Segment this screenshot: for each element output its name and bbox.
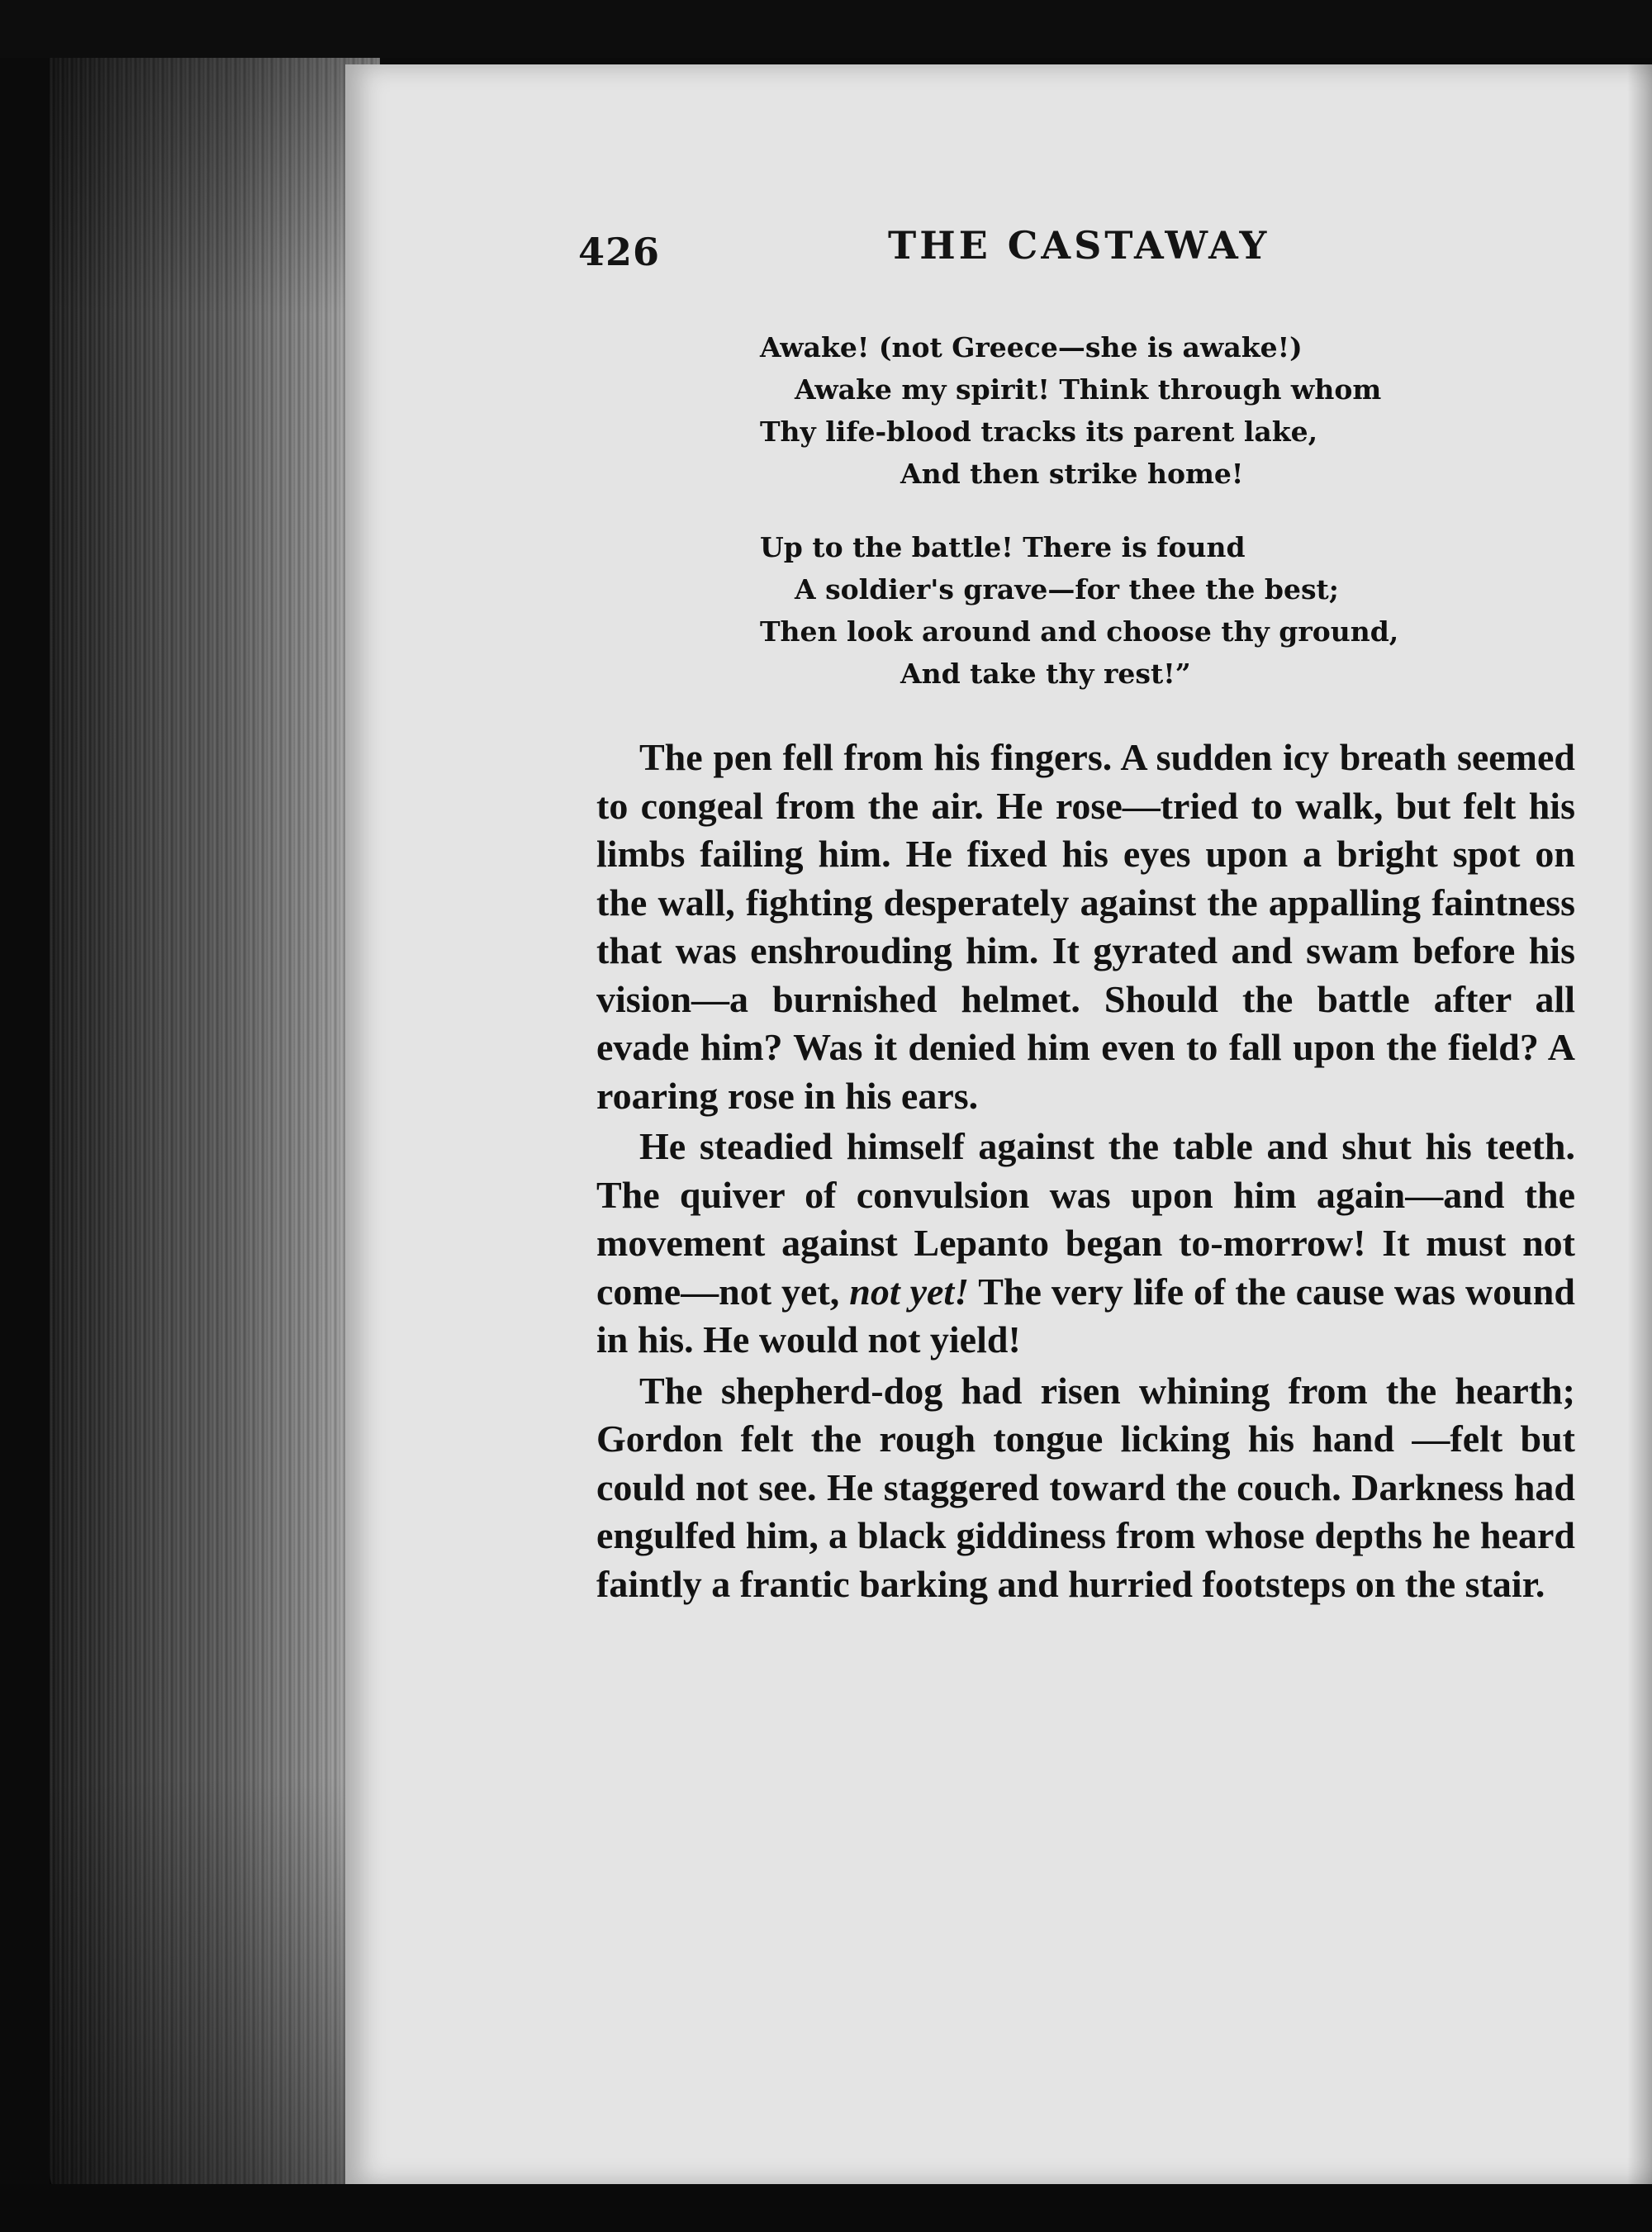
scan-top-margin: [0, 0, 1652, 58]
poem-line: And then strike home!: [900, 458, 1244, 490]
paragraph-text: He steadied himself against the table and shut his teeth. The quiver of convulsion was upon him again—and the movement against Lepanto began to-morrow! It must not come—not yet,: [596, 1125, 1575, 1313]
paragraph: The pen fell from his fingers. A sudden icy breath seemed to congeal from the air. He rose—tried to walk, but felt his limbs failing him. He fixed his eyes upon a bright spot on the wall, fighting desperately against the appalling faintness that was enshrouding him. It gyrated and swam before his vision—a burnished helmet. Should the battle after all evade him? Was it denied him even to fall upon the field? A roaring rose in his ears.: [596, 736, 1575, 1117]
scan-bottom-margin: [0, 2184, 1652, 2232]
poem-line: Up to the battle! There is found: [760, 531, 1246, 563]
poem-stanza: [760, 526, 1503, 695]
poem-line: Awake! (not Greece—she is awake!): [760, 331, 1303, 363]
poem-line: And take thy rest!”: [900, 658, 1191, 690]
paragraph-text: The very life of the cause was wound in his. He would not yield!: [596, 1270, 1575, 1361]
poem-line: Awake my spirit! Think through whom: [795, 373, 1382, 406]
prose-body: [596, 734, 1575, 1611]
book-page-edges: [50, 58, 380, 2206]
poem: [760, 326, 1503, 726]
emphasis-text: not yet!: [849, 1270, 970, 1313]
poem-line: Thy life-blood tracks its parent lake,: [760, 416, 1318, 448]
page-title: THE CASTAWAY: [888, 223, 1270, 268]
poem-stanza: [760, 326, 1503, 495]
poem-line: Then look around and choose thy ground,: [760, 615, 1399, 648]
page-shadow: [1627, 64, 1652, 2184]
page-number: 426: [578, 230, 661, 274]
paragraph: [596, 1123, 1575, 1365]
running-head: [578, 223, 1536, 289]
poem-line: A soldier's grave—for thee the best;: [795, 573, 1339, 605]
paragraph: The shepherd-dog had risen whining from the hearth; Gordon felt the rough tongue licking his hand —felt but could not see. He staggered toward the couch. Darkness had engulfed him, a black giddiness from whose depths he heard faintly a frantic barking and hurried footsteps on the stair.: [596, 1369, 1575, 1605]
